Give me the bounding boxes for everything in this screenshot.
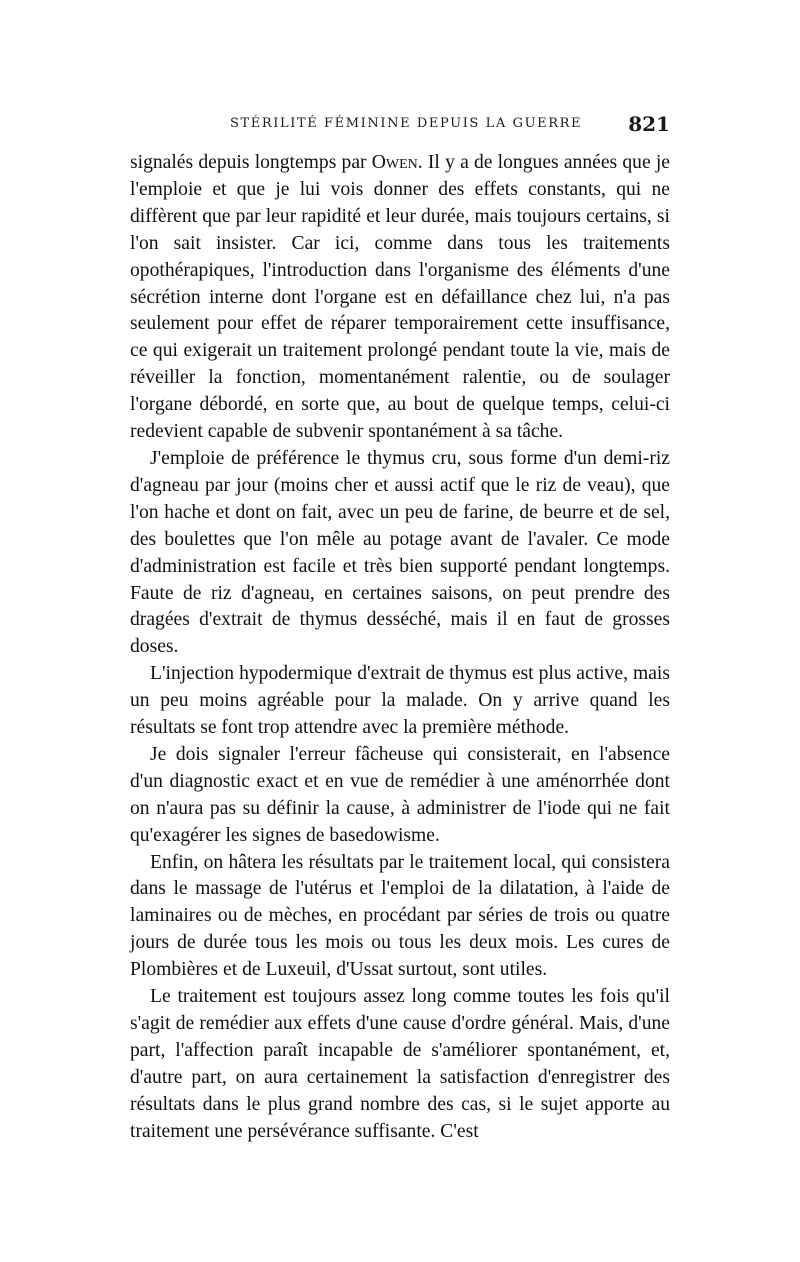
paragraph: Je dois signaler l'erreur fâcheuse qui consisterait, en l'absence d'un diagnostic exact et en vue de remédier à une aménorrhée dont on n'aura pas su définir la cause, à administrer de l'iode qui ne fait qu'exagérer les signes de basedowisme. xyxy=(130,743,670,846)
page-number: 821 xyxy=(628,112,670,136)
paragraph: L'injection hypodermique d'extrait de thymus est plus active, mais un peu moins agréable pour la malade. On y arrive quand les résultats se font trop attendre avec la première méthode. xyxy=(130,663,670,739)
body-text xyxy=(130,150,670,1146)
author-name: Owen xyxy=(371,152,418,173)
paragraph: J'emploie de préférence le thymus cru, sous forme d'un demi-riz d'agneau par jour (moins cher et aussi actif que le riz de veau), que l'on hache et dont on fait, avec un peu de farine, de beurre et de sel, des boulettes que l'on mêle au potage avant de l'avaler. Ce mode d'administration est facile et très bien supporté pendant longtemps. Faute de riz d'agneau, en certaines saisons, on peut prendre des dragées d'extrait de thymus desséché, mais il en faut de grosses doses. xyxy=(130,447,670,658)
running-title: STÉRILITÉ FÉMININE DEPUIS LA GUERRE xyxy=(230,116,583,131)
paragraph-lead: signalés depuis longtemps par xyxy=(130,152,372,173)
paragraph: Le traitement est toujours assez long comme toutes les fois qu'il s'agit de remédier aux effets d'une cause d'ordre général. Mais, d'une part, l'affection paraît incapable de s'améliorer spontanément, et, d'autre part, on aura certainement la satisfaction d'enregistrer des résultats dans le plus grand nombre des cas, si le sujet apporte au traitement une persévérance suffisante. C'est xyxy=(130,986,670,1142)
paragraph: Enfin, on hâtera les résultats par le traitement local, qui consistera dans le massage de l'utérus et l'emploi de la dilatation, à l'aide de laminaires ou de mèches, en procédant par séries de trois ou quatre jours de durée tous les mois ou tous les deux mois. Les cures de Plombières et de Luxeuil, d'Ussat surtout, sont utiles. xyxy=(130,851,670,981)
running-header xyxy=(130,114,670,138)
paragraph-text: . Il y a de longues années que je l'emploie et que je lui vois donner des effets constants, qui ne diffèrent que par leur rapidité et leur durée, mais toujours certains, si l'on sait insister. Car ici, comme dans tous les traitements opothérapiques, l'introduction dans l'organisme des éléments d'une sécrétion interne dont l'organe est en défaillance chez lui, n'a pas seulement pour effet de réparer temporairement cette insuffisance, ce qui exigerait un traitement prolongé pendant toute la vie, mais de réveiller la fonction, momentanément ralentie, ou de soulager l'organe débordé, en sorte que, au bout de quelque temps, celui-ci redevient capable de subvenir spontanément à sa tâche. xyxy=(130,152,670,443)
paragraph xyxy=(130,150,670,446)
